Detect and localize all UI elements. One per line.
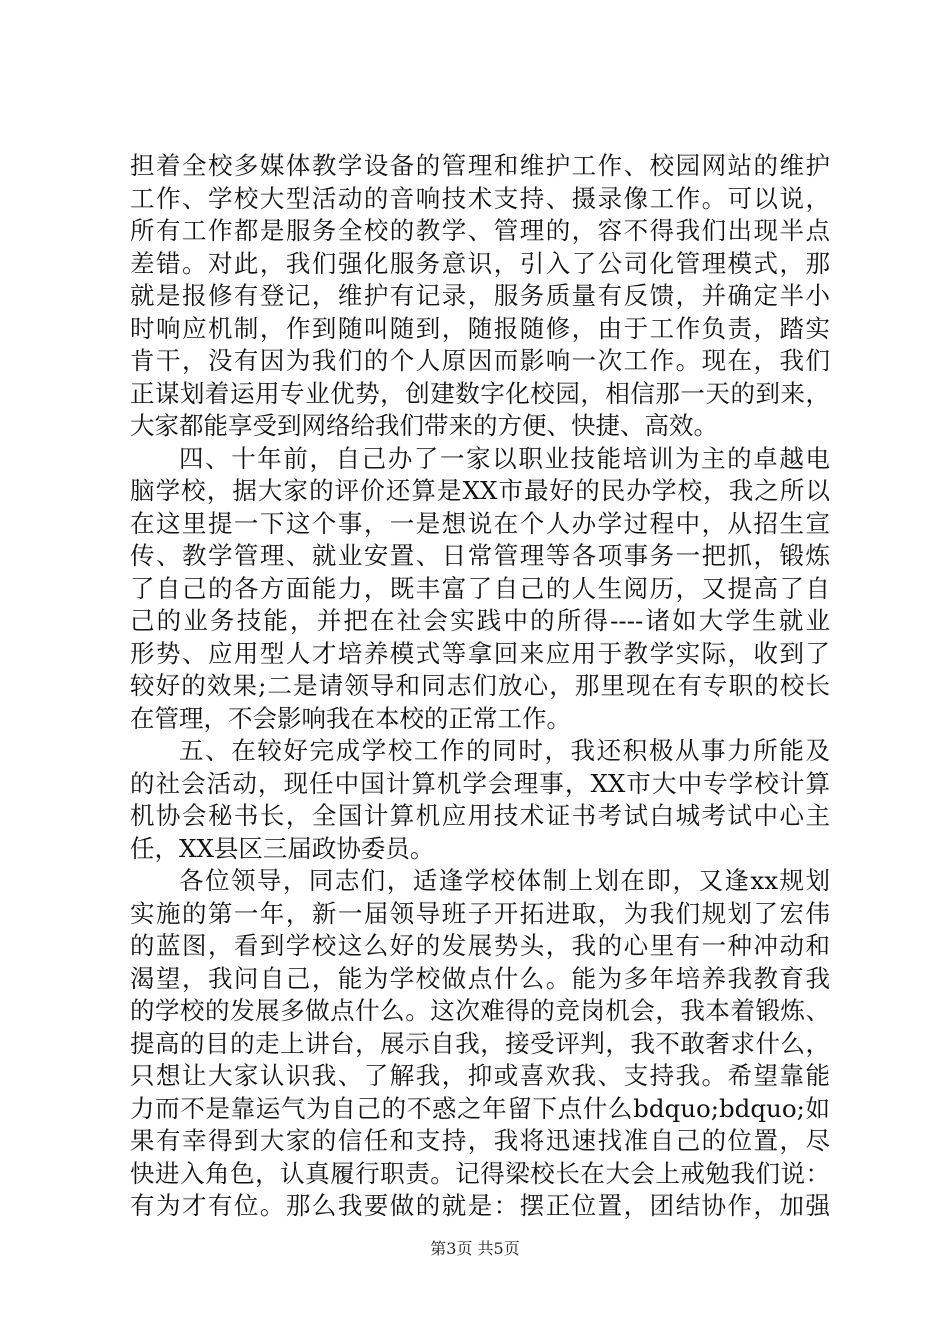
- paragraph-2: [130, 443, 830, 736]
- text-line: 力而不是靠运气为自己的不惑之年留下点什么bdquo;bdquo;如: [130, 1093, 830, 1123]
- text-line: 在管理，不会影响我在本校的正常工作。: [130, 703, 571, 733]
- paragraph-3: [130, 735, 830, 865]
- text-line: 的蓝图，看到学校这么好的发展势头，我的心里有一种冲动和: [130, 931, 830, 960]
- text-line: 所有工作都是服务全校的教学、管理的，容不得我们出现半点: [130, 216, 830, 245]
- text-line: 时响应机制，作到随叫随到，随报随修，由于工作负责，踏实: [130, 313, 830, 343]
- text-line: 了自己的各方面能力，既丰富了自己的人生阅历，又提高了自: [130, 573, 830, 603]
- text-line: 快进入角色，认真履行职责。记得梁校长在大会上戒勉我们说：: [130, 1158, 830, 1188]
- text-line: 己的业务技能，并把在社会实践中的所得----诸如大学生就业: [130, 606, 830, 635]
- text-line: 的社会活动，现任中国计算机学会理事，XX市大中专学校计算: [130, 768, 830, 798]
- text-line: 有为才有位。那么我要做的就是：摆正位置，团结协作，加强: [130, 1191, 830, 1220]
- text-line: 机协会秘书长，全国计算机应用技术证书考试白城考试中心主: [130, 801, 830, 830]
- text-line: 提高的目的走上讲台，展示自我，接受评判，我不敢奢求什么，: [130, 1028, 830, 1058]
- text-line: 的学校的发展多做点什么。这次难得的竞岗机会，我本着锻炼、: [130, 996, 830, 1025]
- paragraph-4: [130, 865, 830, 1223]
- text-line: 实施的第一年，新一届领导班子开拓进取，为我们规划了宏伟: [130, 898, 830, 928]
- text-line: 正谋划着运用专业优势，创建数字化校园，相信那一天的到来，: [130, 378, 830, 408]
- text-line: 各位领导，同志们，适逢学校体制上划在即，又逢xx规划: [179, 866, 830, 895]
- page-number-footer: 第3页 共5页: [430, 1239, 520, 1258]
- text-line: 四、十年前，自己办了一家以职业技能培训为主的卓越电: [179, 443, 830, 473]
- text-line: 传、教学管理、就业安置、日常管理等各项事务一把抓，锻炼: [130, 541, 830, 570]
- text-line: 五、在较好完成学校工作的同时，我还积极从事力所能及: [179, 736, 830, 765]
- text-line: 大家都能享受到网络给我们带来的方便、快捷、高效。: [130, 411, 718, 440]
- text-line: 较好的效果;二是请领导和同志们放心，那里现在有专职的校长: [130, 671, 830, 700]
- text-line: 差错。对此，我们强化服务意识，引入了公司化管理模式，那: [130, 248, 830, 278]
- text-line: 渴望，我问自己，能为学校做点什么。能为多年培养我教育我: [130, 963, 830, 993]
- text-line: 就是报修有登记，维护有记录，服务质量有反馈，并确定半小: [130, 281, 830, 310]
- document-body: [130, 150, 830, 1223]
- text-line: 工作、学校大型活动的音响技术支持、摄录像工作。可以说，: [130, 183, 830, 213]
- text-line: 形势、应用型人才培养模式等拿回来应用于教学实际，收到了: [130, 638, 830, 668]
- text-line: 只想让大家认识我、了解我，抑或喜欢我、支持我。希望靠能: [130, 1061, 830, 1090]
- text-line: 果有幸得到大家的信任和支持，我将迅速找准自己的位置，尽: [130, 1126, 830, 1155]
- text-line: 在这里提一下这个事，一是想说在个人办学过程中，从招生宣: [130, 508, 830, 538]
- paragraph-1: [130, 150, 830, 443]
- text-line: 任，XX县区三届政协委员。: [130, 833, 435, 863]
- text-line: 担着全校多媒体教学设备的管理和维护工作、校园网站的维护: [130, 151, 830, 180]
- text-line: 脑学校，据大家的评价还算是XX市最好的民办学校，我之所以: [130, 476, 830, 505]
- text-line: 肯干，没有因为我们的个人原因而影响一次工作。现在，我们: [130, 346, 830, 375]
